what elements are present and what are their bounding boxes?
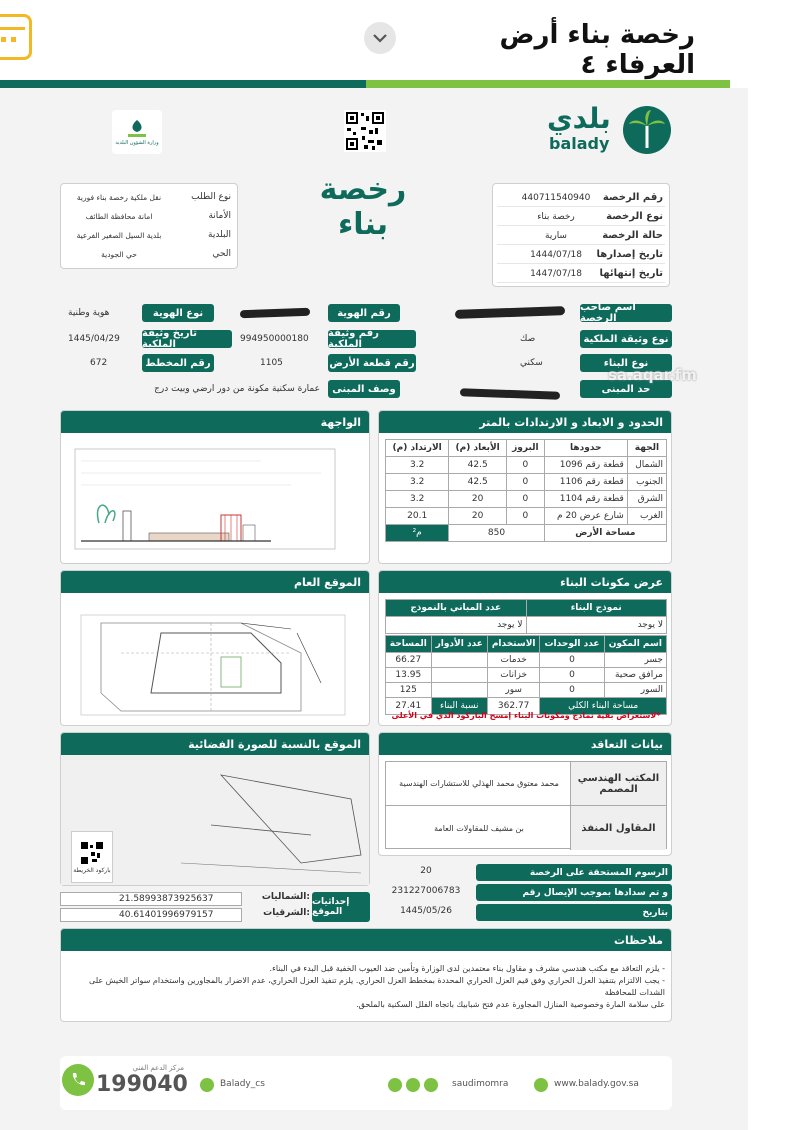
table-row bbox=[386, 457, 667, 474]
plan-no-value: 672 bbox=[90, 358, 108, 368]
boundaries-cell: الشمال bbox=[627, 457, 666, 474]
chevron-down-icon[interactable] bbox=[364, 22, 396, 54]
id-redacted bbox=[240, 308, 310, 318]
contractor-value: بن مشيف للمقاولات العامة bbox=[434, 823, 524, 833]
request-info-label: البلدية bbox=[208, 230, 231, 240]
social-handle[interactable]: saudimomra bbox=[452, 1079, 509, 1089]
notes-section bbox=[60, 928, 672, 1022]
area-label: مساحة الأرض bbox=[544, 525, 666, 542]
boundaries-cell: الغرب bbox=[627, 508, 666, 525]
permit-info-row bbox=[497, 190, 665, 207]
area-unit: م² bbox=[386, 525, 449, 542]
model-count-header: عدد المباني بالنموذج bbox=[386, 600, 527, 617]
request-info-value: حي الجودية bbox=[101, 250, 137, 259]
boundaries-cell: 0 bbox=[506, 457, 544, 474]
request-info-row bbox=[65, 247, 233, 264]
neighbor-label: حد المبنى bbox=[580, 380, 672, 398]
boundaries-section bbox=[378, 410, 672, 564]
contract-grid bbox=[385, 761, 667, 849]
components-section bbox=[378, 570, 672, 726]
boundaries-cell: 0 bbox=[506, 474, 544, 491]
components-header: اسم المكون bbox=[604, 636, 666, 653]
document-title: رخصة بناء bbox=[319, 172, 407, 242]
instagram-icon[interactable] bbox=[424, 1078, 438, 1092]
facade-title: الواجهة bbox=[61, 411, 369, 433]
components-cell: جسر bbox=[604, 653, 666, 668]
phone-icon[interactable] bbox=[62, 1064, 94, 1096]
table-row bbox=[386, 491, 667, 508]
designer-label: المكتب الهندسي المصمم bbox=[570, 762, 666, 806]
table-row bbox=[386, 653, 667, 668]
deed-date-label: تاريخ وثيقة الملكية bbox=[142, 330, 232, 348]
general-site-title: الموقع العام bbox=[61, 571, 369, 593]
deed-type-label: نوع وثيقة الملكية bbox=[580, 330, 672, 348]
twitter-handle[interactable]: Balady_cs bbox=[220, 1079, 265, 1089]
id-type-value: هوية وطنية bbox=[68, 308, 110, 318]
ministry-logo bbox=[112, 110, 162, 154]
fee-row bbox=[378, 904, 672, 922]
table-row bbox=[386, 525, 667, 542]
components-header: عدد الوحدات bbox=[540, 636, 604, 653]
boundaries-cell: الشرق bbox=[627, 491, 666, 508]
building-use-label: نوع البناء bbox=[580, 354, 672, 372]
permit-info-label: حالة الرخصة bbox=[602, 230, 663, 241]
boundaries-cell: شارع عرض 20 م bbox=[544, 508, 627, 525]
support-label: مركز الدعم الفني bbox=[132, 1064, 184, 1072]
plot-no-value: 1105 bbox=[260, 358, 283, 368]
fees-section bbox=[378, 864, 672, 924]
model-count-value: لا يوجد bbox=[386, 617, 527, 634]
map-barcode[interactable] bbox=[71, 831, 113, 883]
components-cell: خدمات bbox=[487, 653, 540, 668]
fee-value: 20 bbox=[420, 866, 432, 876]
table-row bbox=[386, 474, 667, 491]
website-link[interactable]: www.balady.gov.sa bbox=[554, 1079, 639, 1089]
permit-info-value: رخصة بناء bbox=[537, 212, 575, 222]
desc-label: وصف المبنى bbox=[328, 380, 400, 398]
components-cell bbox=[431, 683, 487, 698]
fee-value: 1445/05/26 bbox=[400, 906, 452, 916]
palm-icon bbox=[621, 104, 673, 156]
boundaries-table bbox=[385, 439, 667, 542]
components-cell: 13.95 bbox=[386, 668, 432, 683]
notes-list bbox=[69, 963, 665, 1011]
notes-title: ملاحظات bbox=[61, 929, 671, 951]
general-site-section bbox=[60, 570, 370, 726]
boundaries-cell: 3.2 bbox=[386, 457, 449, 474]
boundaries-cell: قطعة رقم 1096 bbox=[544, 457, 627, 474]
boundaries-cell: 0 bbox=[506, 491, 544, 508]
ratio-value: 27.41 bbox=[386, 698, 432, 715]
request-info-value: بلدية السيل الصغير الفرعية bbox=[76, 231, 162, 240]
twitter-icon[interactable] bbox=[388, 1078, 402, 1092]
neighbor-redacted bbox=[460, 388, 560, 399]
contractor-label: المقاول المنفذ bbox=[570, 806, 666, 850]
header-divider-accent bbox=[366, 80, 730, 88]
table-row bbox=[386, 508, 667, 525]
boundaries-cell: الجنوب bbox=[627, 474, 666, 491]
components-cell: خزانات bbox=[487, 668, 540, 683]
components-cell bbox=[431, 668, 487, 683]
owner-section bbox=[60, 302, 697, 406]
components-cell bbox=[431, 653, 487, 668]
boundaries-header: الارتداد (م) bbox=[386, 440, 449, 457]
building-use-value: سكني bbox=[520, 358, 543, 368]
permit-info-label: رقم الرخصة bbox=[602, 192, 663, 203]
app-header bbox=[0, 0, 800, 78]
request-info-value: نقل ملكية رخصة بناء فورية bbox=[76, 193, 162, 202]
boundaries-cell: 3.2 bbox=[386, 474, 449, 491]
plot-no-label: رقم قطعة الأرض bbox=[328, 354, 416, 372]
model-value: لا يوجد bbox=[526, 617, 667, 634]
components-note: *لاستعراض بقية نماذج ومكونات البناء إمسح الباركود الذي في الأعلى bbox=[391, 711, 661, 720]
components-title: عرض مكونات البناء bbox=[379, 571, 671, 593]
logo-arabic: بلدي bbox=[547, 102, 611, 135]
north-value: 21.58993873925637 bbox=[60, 892, 242, 906]
qr-code[interactable] bbox=[344, 110, 386, 152]
total-area-value: 362.77 bbox=[487, 698, 540, 715]
permit-info-row bbox=[497, 209, 665, 226]
deed-date-value: 1445/04/29 bbox=[68, 334, 120, 344]
note-line: - يجب الالتزام بتنفيذ العزل الحراري وفق قيم العزل الحراري المحددة بمخطط العزل الحراري. يلزم تنفيذ العزل الحراري، عدم الاضرار بالمجاورين واستخدام سواتر الخيش على الشدات للمحافظة bbox=[89, 976, 665, 997]
east-label: الشرقيات: bbox=[263, 908, 310, 918]
components-header: عدد الأدوار bbox=[431, 636, 487, 653]
boundaries-header: الجهة bbox=[627, 440, 666, 457]
boundaries-cell: 20 bbox=[449, 491, 507, 508]
logo-latin: balady bbox=[549, 134, 610, 153]
permit-info-row bbox=[497, 247, 665, 264]
id-label: رقم الهوية bbox=[328, 304, 400, 322]
request-info-row bbox=[65, 209, 233, 226]
page-title: رخصة بناء أرض العرفاء ٤ bbox=[499, 20, 695, 80]
table-row bbox=[386, 668, 667, 683]
components-table bbox=[385, 635, 667, 715]
table-row bbox=[386, 683, 667, 698]
boundaries-cell: 20 bbox=[449, 508, 507, 525]
boundaries-cell: 20.1 bbox=[386, 508, 449, 525]
satellite-section bbox=[60, 732, 370, 886]
north-label: الشماليات: bbox=[261, 892, 310, 902]
fee-label: الرسوم المستحقة على الرخصة bbox=[476, 864, 672, 881]
permit-info-label: تاريخ إنتهائها bbox=[599, 268, 663, 279]
total-area-label: مساحة البناء الكلي bbox=[540, 698, 667, 715]
model-header: نموذج البناء bbox=[526, 600, 667, 617]
globe-icon[interactable] bbox=[534, 1078, 548, 1092]
permit-info-value: 1447/07/18 bbox=[530, 269, 582, 279]
deed-no-label: رقم وثيقة الملكية bbox=[328, 330, 416, 348]
boundaries-header: البروز bbox=[506, 440, 544, 457]
model-table bbox=[385, 599, 667, 634]
request-info-value: امانة محافظة الطائف bbox=[85, 212, 153, 221]
twitter-icon[interactable] bbox=[200, 1078, 214, 1092]
boundaries-cell: قطعة رقم 1106 bbox=[544, 474, 627, 491]
deed-no-value: 994950000180 bbox=[240, 334, 309, 344]
components-cell: 0 bbox=[540, 683, 604, 698]
components-cell: السور bbox=[604, 683, 666, 698]
facade-drawing bbox=[61, 433, 369, 563]
menu-icon[interactable] bbox=[0, 14, 32, 60]
designer-value: محمد معتوق محمد الهذلي للاستشارات الهندسية bbox=[386, 762, 572, 806]
request-info-box bbox=[60, 183, 238, 269]
boundaries-cell: 42.5 bbox=[449, 457, 507, 474]
boundaries-cell: 3.2 bbox=[386, 491, 449, 508]
request-info-row bbox=[65, 190, 233, 207]
permit-info-label: نوع الرخصة bbox=[606, 211, 663, 222]
boundaries-cell: 0 bbox=[506, 508, 544, 525]
area-value: 850 bbox=[449, 525, 544, 542]
permit-info-value: سارية bbox=[545, 231, 567, 241]
boundaries-header: الأبعاد (م) bbox=[449, 440, 507, 457]
id-type-label: نوع الهوية bbox=[142, 304, 214, 322]
permit-info-label: تاريخ إصدارها bbox=[596, 249, 663, 260]
site-plan-drawing bbox=[61, 593, 369, 725]
note-line: على سلامة المارة وخصوصية المنازل المجاورة عدم فتح شبابيك باتجاه الفلل السكنية بالملحق. bbox=[356, 1000, 665, 1009]
contract-title: بيانات التعاقد bbox=[379, 733, 671, 755]
east-value: 40.61401996979157 bbox=[60, 908, 242, 922]
ministry-logo-text: وزارة الشؤون البلدية bbox=[115, 140, 159, 146]
watermark: sa.aqar.fm bbox=[608, 366, 697, 384]
owner-name-redacted bbox=[455, 306, 565, 319]
header-divider bbox=[0, 80, 366, 88]
fee-row bbox=[378, 884, 672, 902]
balady-logo bbox=[545, 102, 675, 160]
request-info-label: الحي bbox=[212, 249, 231, 259]
facade-section bbox=[60, 410, 370, 564]
boundaries-header: حدودها bbox=[544, 440, 627, 457]
permit-info-value: 1444/07/18 bbox=[530, 250, 582, 260]
permit-info-row bbox=[497, 266, 665, 283]
components-cell: 66.27 bbox=[386, 653, 432, 668]
facebook-icon[interactable] bbox=[406, 1078, 420, 1092]
footer bbox=[60, 1056, 672, 1110]
support-phone[interactable]: 199040 bbox=[96, 1072, 188, 1097]
contract-section bbox=[378, 732, 672, 856]
components-cell: مرافق صحية bbox=[604, 668, 666, 683]
qr-code-icon bbox=[80, 841, 104, 865]
coords-label: إحداثيات الموقع bbox=[312, 892, 370, 922]
permit-info-box bbox=[492, 183, 670, 287]
social-icons[interactable] bbox=[388, 1078, 446, 1092]
note-line: - يلزم التعاقد مع مكتب هندسي مشرف و مقاول بناء معتمدين لدى الوزارة وتأمين ضد العيوب الخفية قبل البدء في البناء. bbox=[269, 964, 665, 973]
satellite-title: الموقع بالنسبة للصورة الفضائية bbox=[61, 733, 369, 755]
components-cell: 0 bbox=[540, 653, 604, 668]
permit-info-row bbox=[497, 228, 665, 245]
fee-label: و تم سدادها بموجب الإيصال رقم bbox=[476, 884, 672, 901]
fee-label: بتاريخ bbox=[476, 904, 672, 921]
permit-info-value: 440711540940 bbox=[521, 193, 591, 203]
components-header: المساحة bbox=[386, 636, 432, 653]
request-info-label: نوع الطلب bbox=[191, 192, 231, 202]
components-cell: 0 bbox=[540, 668, 604, 683]
boundaries-title: الحدود و الابعاد و الارتدادات بالمتر bbox=[379, 411, 671, 433]
map-barcode-label: باركود الخريطة bbox=[73, 866, 111, 874]
desc-value: عمارة سكنية مكونة من دور ارضي وبيت درج bbox=[154, 384, 320, 394]
request-info-row bbox=[65, 228, 233, 245]
boundaries-cell: قطعة رقم 1104 bbox=[544, 491, 627, 508]
fee-row bbox=[378, 864, 672, 882]
ratio-label: نسبة البناء bbox=[431, 698, 487, 715]
deed-type-value: صك bbox=[520, 334, 536, 344]
components-header: الاستخدام bbox=[487, 636, 540, 653]
components-cell: 125 bbox=[386, 683, 432, 698]
owner-name-label: اسم صاحب الرخصة bbox=[580, 304, 672, 322]
plan-no-label: رقم المخطط bbox=[142, 354, 214, 372]
components-cell: سور bbox=[487, 683, 540, 698]
request-info-label: الأمانة bbox=[208, 211, 231, 221]
boundaries-cell: 42.5 bbox=[449, 474, 507, 491]
fee-value: 231227006783 bbox=[391, 886, 461, 896]
coords-section bbox=[60, 892, 370, 922]
